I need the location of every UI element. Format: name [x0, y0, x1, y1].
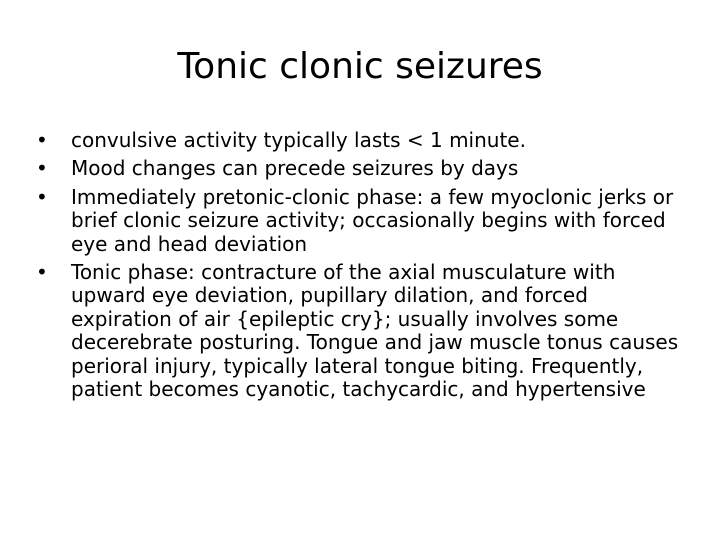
bullet-text: Immediately pretonic-clonic phase: a few myoclonic jerks or brief clonic seizure activity; occasionally begins with forced eye and head deviation: [71, 184, 674, 256]
slide-title: Tonic clonic seizures: [177, 46, 543, 87]
bullet-item: [36, 157, 688, 180]
bullet-text: Tonic phase: contracture of the axial musculature with upward eye deviation, pupillary dilation, and forced expiration of air {epileptic cry}; usually involves some decerebrate posturing. Tongue and jaw muscle tonus causes perioral injury, typically lateral tongue biting. Frequently, patient becomes cyanotic, tachycardic, and hypertensive: [71, 260, 679, 402]
bullet-marker: •: [36, 128, 48, 152]
bullet-item: [36, 186, 688, 256]
bullet-item: [36, 261, 688, 401]
bullet-item: [36, 129, 688, 152]
bullet-marker: •: [36, 184, 48, 209]
bullet-marker: •: [36, 156, 48, 181]
bullet-text: Mood changes can precede seizures by days: [71, 156, 519, 181]
bullet-marker: •: [36, 260, 48, 285]
bullet-text: convulsive activity typically lasts < 1 minute.: [71, 128, 526, 152]
bullet-list: [36, 129, 688, 406]
